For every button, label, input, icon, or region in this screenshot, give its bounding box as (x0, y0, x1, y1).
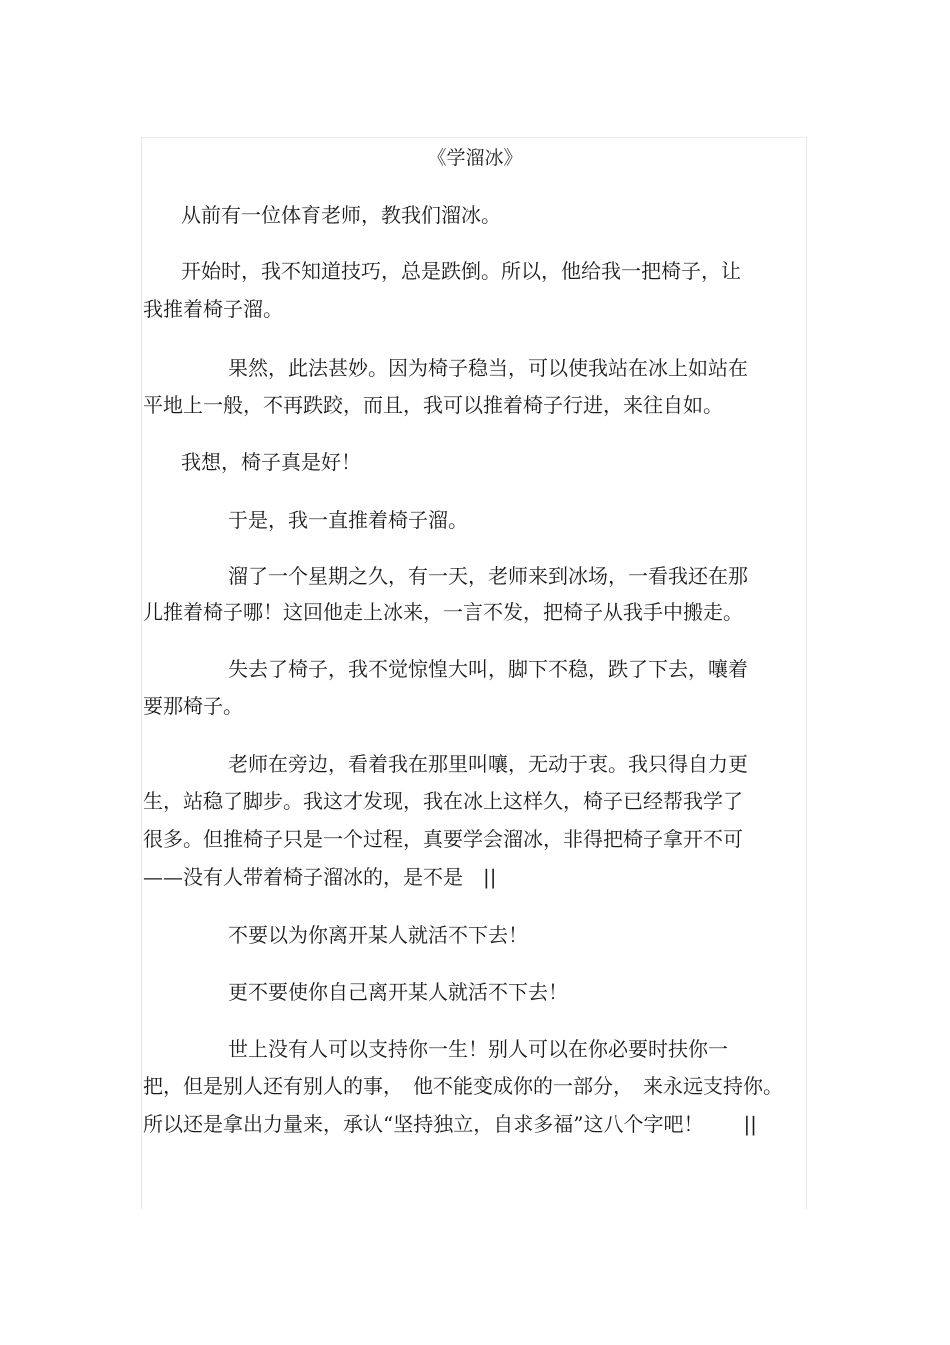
text-line: 平地上一般，不再跌跤，而且，我可以推着椅子行进，来往自如。 (143, 393, 723, 417)
text-line: 儿推着椅子哪！这回他走上冰来，一言不发，把椅子从我手中搬走。 (143, 600, 743, 624)
text-line: 世上没有人可以支持你一生！别人可以在你必要时扶你一 (228, 1037, 728, 1061)
text-line: 把，但是别人还有别人的事， 他不能变成你的一部分， 来永远支持你。 (143, 1074, 783, 1098)
text-line: 失去了椅子，我不觉惊惶大叫，脚下不稳，跌了下去，嚷着 (228, 657, 748, 681)
text-line: 果然，此法甚妙。因为椅子稳当，可以使我站在冰上如站在 (228, 356, 748, 380)
text-line: 开始时，我不知道技巧，总是跌倒。所以，他给我一把椅子，让 (181, 259, 741, 283)
text-line: 要那椅子。 (143, 694, 243, 718)
document-title: 《学溜冰》 (427, 147, 523, 169)
text-line: 更不要使你自己离开某人就活不下去！ (228, 980, 568, 1004)
text-line: ——没有人带着椅子溜冰的，是不是 || (143, 865, 497, 889)
text-line: 溜了一个星期之久，有一天，老师来到冰场，一看我还在那 (228, 564, 748, 588)
text-line: 从前有一位体育老师，教我们溜冰。 (181, 203, 501, 227)
text-line: 不要以为你离开某人就活不下去！ (228, 923, 528, 947)
text-line: 很多。但推椅子只是一个过程，真要学会溜冰，非得把椅子拿开不可 (143, 827, 743, 851)
text-line: 所以还是拿出力量来，承认“坚持独立，自求多福”这八个字吧！ || (143, 1112, 757, 1136)
text-line: 于是，我一直推着椅子溜。 (228, 508, 468, 532)
text-line: 老师在旁边，看着我在那里叫嚷，无动于衷。我只得自力更 (228, 752, 748, 776)
text-line: 我推着椅子溜。 (143, 297, 283, 321)
text-line: 我想，椅子真是好！ (181, 450, 361, 474)
text-line: 生，站稳了脚步。我这才发现，我在冰上这样久，椅子已经帮我学了 (143, 789, 743, 813)
